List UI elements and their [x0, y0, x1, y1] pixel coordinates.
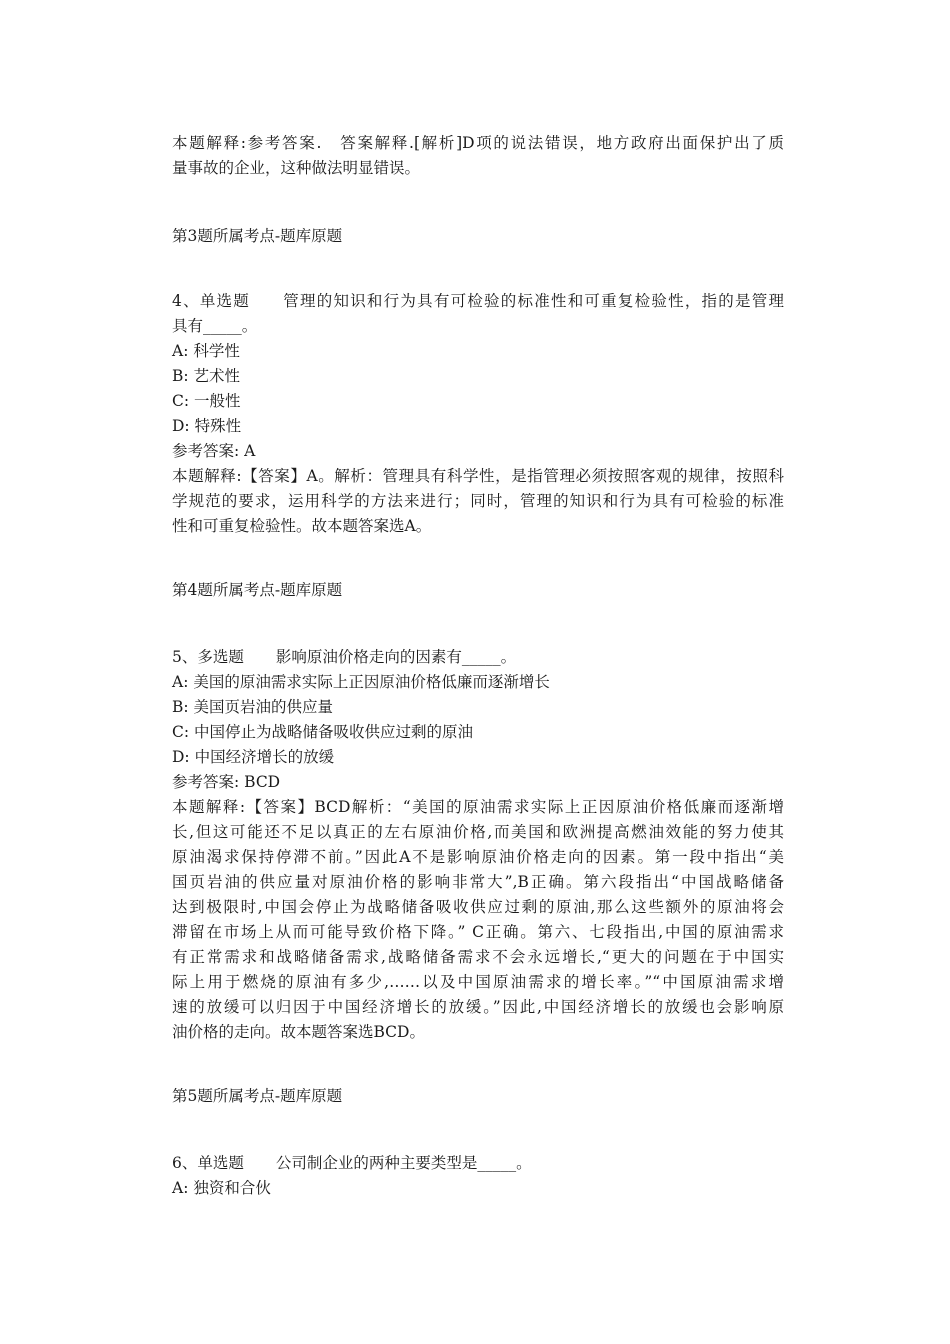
option-item: C: 中国停止为战略储备吸收供应过剩的原油 — [172, 723, 474, 741]
topic-label: 第4题所属考点-题库原题 — [172, 581, 343, 599]
option-item: A: 美国的原油需求实际上正因原油价格低廉而逐渐增长 — [172, 673, 550, 691]
topic-label: 第3题所属考点-题库原题 — [172, 227, 343, 245]
question-text: 管理的知识和行为具有可检验的标准性和可重复检验性，指的是管理 — [282, 292, 784, 310]
explanation-text: 量事故的企业，这种做法明显错误。 — [172, 159, 421, 177]
explanation-text: 达到极限时,中国会停止为战略储备吸收供应过剩的原油,那么这些额外的原油将会 — [172, 898, 784, 916]
question-stem — [172, 1151, 532, 1176]
answer-text: 参考答案: A — [172, 442, 256, 460]
option-item: B: 美国页岩油的供应量 — [172, 698, 334, 716]
explanation-text: 国页岩油的供应量对原油价格的影响非常大”,B正确。第六段指出“中国战略储备 — [172, 873, 784, 891]
explanation-text: 学规范的要求，运用科学的方法来进行；同时，管理的知识和行为具有可检验的标准 — [172, 492, 784, 510]
question-number-type: 6、单选题 — [172, 1154, 244, 1172]
explanation-text: 速的放缓可以归因于中国经济增长的放缓。”因此,中国经济增长的放缓也会影响原 — [172, 998, 784, 1016]
explanation-text: 际上用于燃烧的原油有多少,……以及中国原油需求的增长率。”“中国原油需求增 — [172, 973, 784, 991]
topic-label: 第5题所属考点-题库原题 — [172, 1087, 343, 1105]
explanation-text: 滞留在市场上从而可能导致价格下降。” C正确。第六、七段指出,中国的原油需求 — [172, 923, 784, 941]
explanation-text: 长,但这可能还不足以真正的左右原油价格,而美国和欧洲提高燃油效能的努力使其 — [172, 823, 784, 841]
question-number-type: 5、多选题 — [172, 648, 244, 666]
explanation-text: 本题解释:参考答案. 答案解释.[解析]D项的说法错误，地方政府出面保护出了质 — [172, 134, 784, 152]
question-stem — [172, 289, 784, 314]
option-item: C: 一般性 — [172, 392, 241, 410]
question-text: 具有_____。 — [172, 317, 258, 335]
option-item: D: 中国经济增长的放缓 — [172, 748, 335, 766]
explanation-text: 油价格的走向。故本题答案选BCD。 — [172, 1023, 425, 1041]
answer-text: 参考答案: BCD — [172, 773, 281, 791]
explanation-text: 有正常需求和战略储备需求,战略储备需求不会永远增长,“更大的问题在于中国实 — [172, 948, 784, 966]
question-number-type: 4、单选题 — [172, 292, 251, 310]
question-stem — [172, 645, 516, 670]
explanation-text: 原油渴求保持停滞不前。”因此A不是影响原油价格走向的因素。第一段中指出“美 — [172, 848, 784, 866]
option-item: A: 独资和合伙 — [172, 1179, 271, 1197]
explanation-text: 本题解释:【答案】BCD解析：“美国的原油需求实际上正因原油价格低廉而逐渐增 — [172, 798, 784, 816]
explanation-text: 本题解释:【答案】A。解析：管理具有科学性，是指管理必须按照客观的规律，按照科 — [172, 467, 784, 485]
question-text: 影响原油价格走向的因素有_____。 — [275, 648, 517, 666]
option-item: B: 艺术性 — [172, 367, 241, 385]
explanation-text: 性和可重复检验性。故本题答案选A。 — [172, 517, 432, 535]
question-text: 公司制企业的两种主要类型是_____。 — [275, 1154, 532, 1172]
option-item: D: 特殊性 — [172, 417, 242, 435]
option-item: A: 科学性 — [172, 342, 240, 360]
